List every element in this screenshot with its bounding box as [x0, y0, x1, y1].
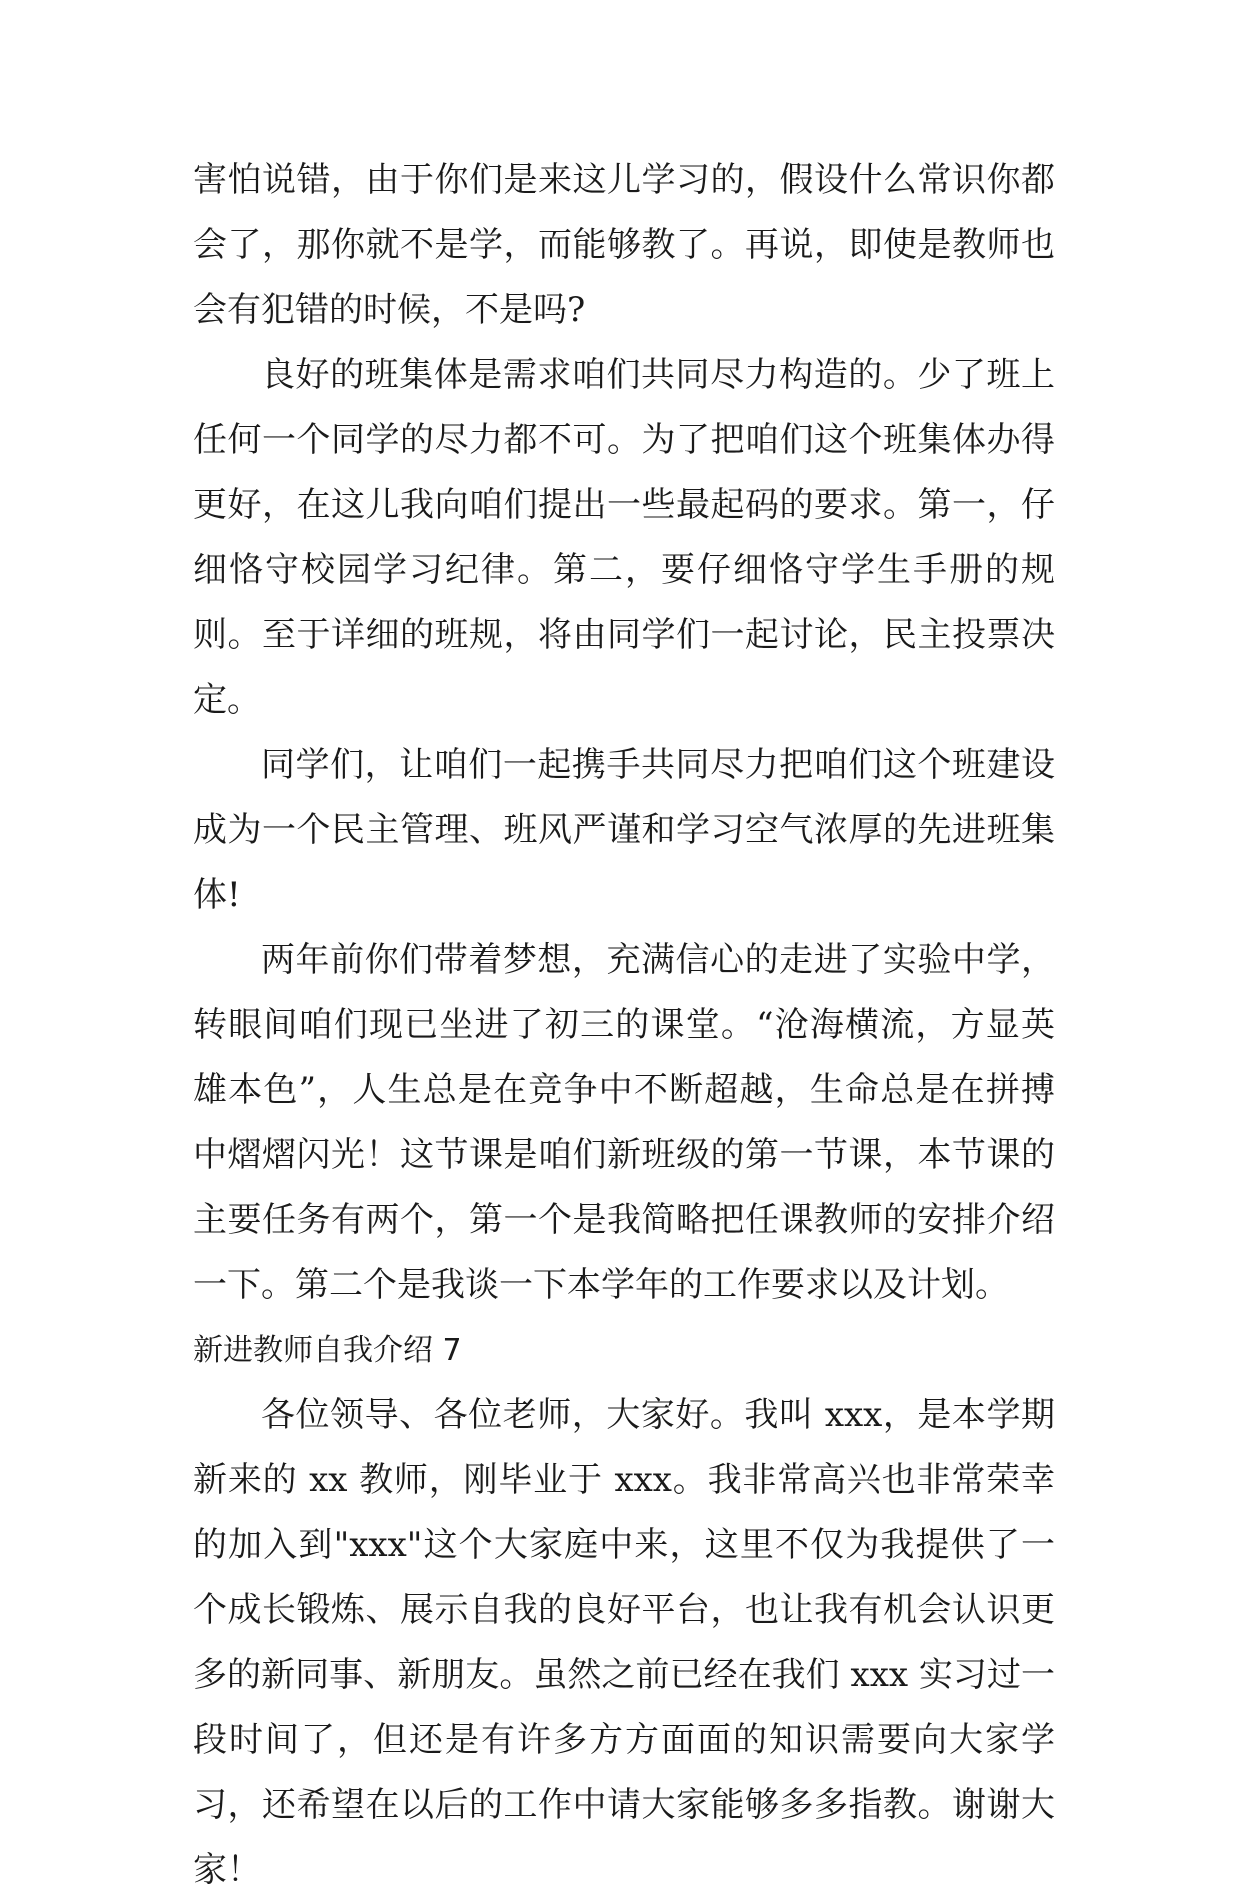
section-heading: 新进教师自我介绍 7 — [193, 1333, 462, 1368]
document-body — [193, 148, 1055, 1903]
paragraph-self-introduction: 各位领导、各位老师，大家好。我叫 xxx，是本学期新来的 xx 教师，刚毕业于 xxx。我非常高兴也非常荣幸的加入到"xxx"这个大家庭中来，这里不仅为我提供了一个成长锻炼、展示自我的良好平台，也让我有机会认识更多的新同事、新朋友。虽然之前已经在我们 xxx 实习过一段时间了，但还是有许多方方面面的知识需要向大家学习，还希望在以后的工作中请大家能够多多指教。谢谢大家！ — [193, 1395, 1055, 1890]
paragraph-continuation: 害怕说错，由于你们是来这儿学习的，假设什么常识你都会了，那你就不是学，而能够教了。再说，即使是教师也会有犯错的时候，不是吗? — [193, 160, 1055, 330]
paragraph-call-to-action: 同学们，让咱们一起携手共同尽力把咱们这个班建设成为一个民主管理、班风严谨和学习空气浓厚的先进班集体! — [193, 745, 1055, 915]
paragraph-class-building: 良好的班集体是需求咱们共同尽力构造的。少了班上任何一个同学的尽力都不可。为了把咱们这个班集体办得更好，在这儿我向咱们提出一些最起码的要求。第一，仔细恪守校园学习纪律。第二，要仔细恪守学生手册的规则。至于详细的班规，将由同学们一起讨论，民主投票决定。 — [193, 355, 1055, 720]
paragraph-first-lesson: 两年前你们带着梦想，充满信心的走进了实验中学，转眼间咱们现已坐进了初三的课堂。“沧海横流，方显英雄本色”，人生总是在竞争中不断超越，生命总是在拼搏中熠熠闪光！这节课是咱们新班级的第一节课，本节课的主要任务有两个，第一个是我简略把任课教师的安排介绍一下。第二个是我谈一下本学年的工作要求以及计划。 — [193, 940, 1055, 1305]
